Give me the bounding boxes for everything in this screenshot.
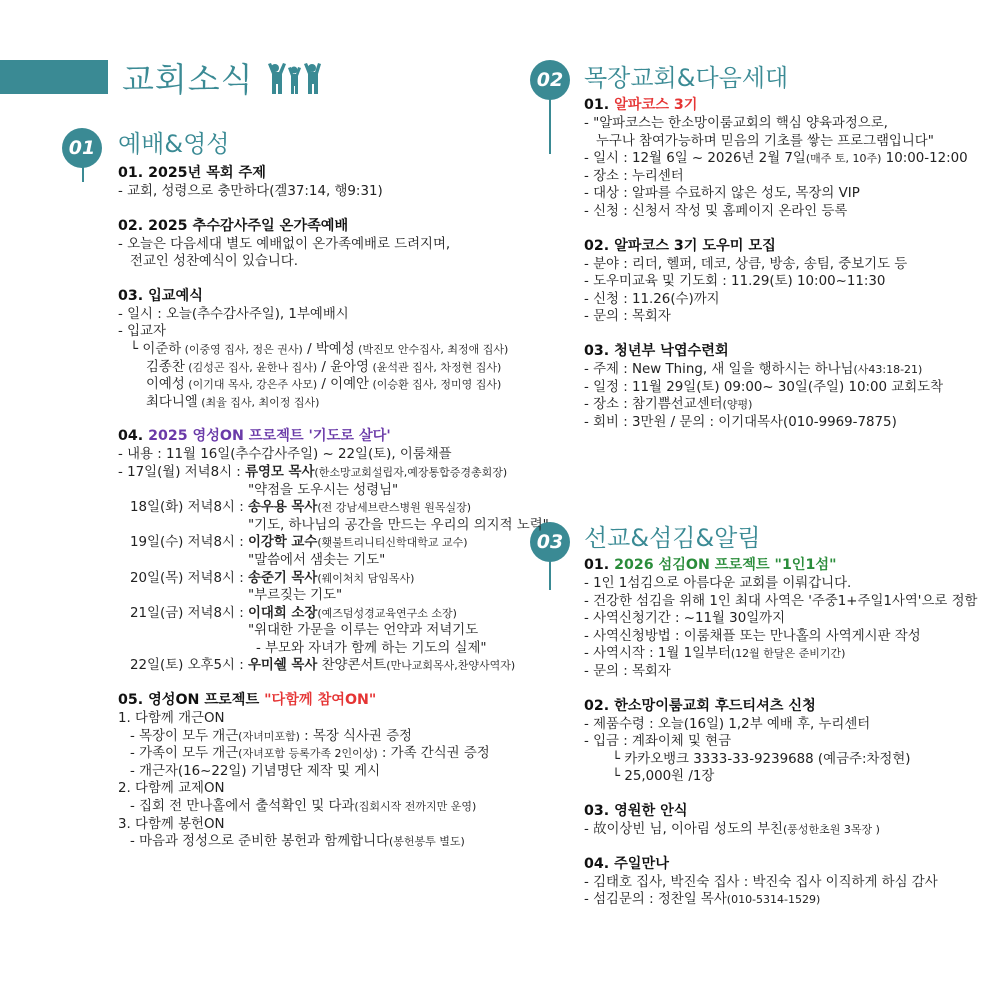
item-title: 03. 청년부 낙엽수련회 — [584, 342, 729, 359]
item-line: - 가족이 모두 개근(자녀포함 등록가족 2인이상) : 가족 간식권 증정 — [130, 746, 490, 762]
right-column-03 — [584, 556, 994, 909]
left-column — [118, 164, 549, 851]
item-line: - 입교자 — [118, 324, 166, 340]
item-line: 전교인 성찬예식이 있습니다. — [130, 254, 298, 270]
item-line: - 집회 전 만나홀에서 출석확인 및 다과(집회시작 전까지만 운영) — [130, 799, 477, 815]
page-title: 교회소식 — [122, 60, 254, 99]
section-title-02: 목장교회&다음세대 — [584, 64, 789, 92]
item-line: - 교회, 성령으로 충만하다(겔37:14, 행9:31) — [118, 184, 383, 199]
item-title: 03. 영원한 안식 — [584, 802, 688, 819]
item-line: - 신청 : 신청서 작성 및 홈페이지 온라인 등록 — [584, 203, 848, 219]
schedule-line: 18일(화) 저녁8시 : 송우용 목사(전 강남세브란스병원 원목실장) — [130, 500, 472, 516]
item-line: - 목장이 모두 개근(자녀미포함) : 목장 식사권 증정 — [130, 728, 412, 744]
section-line-02 — [549, 94, 551, 154]
item-line: - "알파코스는 한소망이룸교회의 핵심 양육과정으로, — [584, 116, 888, 131]
member-line: 김종찬 (김성곤 집사, 윤한나 집사) / 윤아영 (윤석관 집사, 차정현 집사) — [146, 359, 502, 375]
item-line: - 도우미교육 및 기도회 : 11.29(토) 10:00~11:30 — [584, 274, 886, 290]
item-line: └ 25,000원 /1장 — [612, 769, 715, 785]
section-line-03 — [549, 560, 551, 590]
schedule-topic: "약점을 도우시는 성령님" — [248, 482, 399, 498]
item-line: - 사역신청기간 : ~11월 30일까지 — [584, 611, 786, 627]
schedule-topic: "위대한 가문을 이루는 언약과 저녁기도 — [248, 623, 479, 639]
member-line: 이예성 (이기대 목사, 강은주 사모) / 이예안 (이승환 집사, 정미영 집사) — [146, 377, 502, 393]
section-badge-02: 02 — [530, 60, 570, 100]
schedule-topic: "기도, 하나님의 공간을 만드는 우리의 의지적 노력" — [248, 517, 549, 533]
item-line: - 내용 : 11월 16일(추수감사주일) ~ 22일(토), 이룸채플 — [118, 447, 452, 463]
right-column-02 — [584, 96, 994, 431]
item-line: - 故이상빈 님, 이아림 성도의 부친(풍성한초원 3목장 ) — [584, 821, 880, 837]
item-line: - 1인 1섬김으로 아름다운 교회를 이뤄갑니다. — [584, 576, 852, 591]
item-line: - 건강한 섬김을 위해 1인 최대 사역은 '주중1+주일1사역'으로 정함 — [584, 593, 978, 609]
people-icon — [266, 62, 322, 96]
item-title: 01. 알파코스 3기 — [584, 97, 698, 113]
item-title: 01. 2025년 목회 주제 — [118, 165, 266, 181]
schedule-topic: "부르짖는 기도" — [248, 588, 343, 604]
section-title-01: 예배&영성 — [118, 130, 230, 158]
item-line: - 섬김문의 : 정찬일 목사(010-5314-1529) — [584, 892, 821, 908]
item-line: 1. 다함께 개근ON — [118, 711, 225, 727]
item-line: - 신청 : 11.26(수)까지 — [584, 291, 720, 307]
item-line: - 문의 : 목회자 — [584, 663, 671, 679]
section-badge-01: 01 — [62, 128, 102, 168]
schedule-line: 21일(금) 저녁8시 : 이대희 소장(예즈덤성경교육연구소 소장) — [130, 605, 457, 621]
schedule-line: 22일(토) 오후5시 : 우미쉘 목사 찬양콘서트(만나교회목사,찬양사역자) — [130, 658, 516, 674]
item-title: 03. 입교예식 — [118, 287, 203, 304]
item-line: - 회비 : 3만원 / 문의 : 이기대목사(010-9969-7875) — [584, 414, 897, 430]
item-title: 04. 2025 영성ON 프로젝트 '기도로 살다' — [118, 428, 391, 445]
item-line: - 일시 : 12월 6일 ~ 2026년 2월 7일(매주 토, 10주) 10:00-12:00 — [584, 151, 968, 167]
item-line: - 일시 : 오늘(추수감사주일), 1부예배시 — [118, 306, 349, 322]
item-line: - 사역신청방법 : 이룸채플 또는 만나홀의 사역게시판 작성 — [584, 628, 921, 644]
header-accent-bar — [0, 60, 108, 94]
schedule-topic: - 부모와 자녀가 함께 하는 기도의 실제" — [256, 640, 487, 656]
item-title: 02. 2025 추수감사주일 온가족예배 — [118, 217, 349, 234]
item-line: - 오늘은 다음세대 별도 예배없이 온가족예배로 드려지며, — [118, 236, 451, 252]
schedule-topic: "말씀에서 샘솟는 기도" — [248, 552, 386, 568]
item-line: - 입금 : 계좌이체 및 현금 — [584, 734, 732, 750]
item-line: - 마음과 정성으로 준비한 봉헌과 함께합니다(봉헌봉투 별도) — [130, 834, 465, 850]
member-line: 최다니엘 (최율 집사, 최이정 집사) — [146, 394, 320, 410]
item-line: - 대상 : 알파를 수료하지 않은 성도, 목장의 VIP — [584, 186, 860, 202]
item-title: 02. 알파코스 3기 도우미 모집 — [584, 237, 776, 254]
item-line: - 김태호 집사, 박진숙 집사 : 박진숙 집사 이직하게 하심 감사 — [584, 874, 938, 890]
item-line: 2. 다함께 교제ON — [118, 781, 225, 797]
item-line: - 일정 : 11월 29일(토) 09:00~ 30일(주일) 10:00 교회도착 — [584, 379, 944, 395]
schedule-line: 20일(목) 저녁8시 : 송준기 목사(웨이처치 담임목사) — [130, 570, 415, 586]
section-title-03: 선교&섬김&알림 — [584, 524, 761, 552]
item-line: - 개근자(16~22일) 기념명단 제작 및 게시 — [130, 763, 381, 779]
item-title: 01. 2026 섬김ON 프로젝트 "1인1섬" — [584, 557, 837, 573]
item-line: └ 카카오뱅크 3333-33-9239688 (예금주:차정현) — [612, 751, 911, 767]
item-line: - 장소 : 누리센터 — [584, 168, 684, 184]
item-line: - 분야 : 리더, 헬퍼, 데코, 상큼, 방송, 송팀, 중보기도 등 — [584, 256, 908, 272]
item-title: 04. 주일만나 — [584, 855, 669, 872]
item-line: 누구나 참여가능하며 믿음의 기초를 쌓는 프로그램입니다" — [596, 133, 934, 149]
item-title: 02. 한소망이룸교회 후드티셔츠 신청 — [584, 697, 816, 714]
item-line: 3. 다함께 봉헌ON — [118, 816, 225, 832]
schedule-line: 19일(수) 저녁8시 : 이강학 교수(횃불트리니티신학대학교 교수) — [130, 535, 468, 551]
member-line: └ 이준하 (이중영 집사, 정은 권사) / 박예성 (박진모 안수집사, 최정애 집사) — [130, 341, 509, 357]
item-line: - 제품수령 : 오늘(16일) 1,2부 예배 후, 누리센터 — [584, 716, 871, 732]
item-line: - 사역시작 : 1월 1일부터(12월 한달은 준비기간) — [584, 646, 846, 662]
item-line: - 장소 : 참기쁨선교센터(양평) — [584, 397, 753, 413]
item-line: - 문의 : 목회자 — [584, 309, 671, 325]
section-badge-03: 03 — [530, 522, 570, 562]
item-line: - 주제 : New Thing, 새 일을 행하시는 하나님(사43:18-21) — [584, 361, 923, 377]
schedule-line: - 17일(월) 저녁8시 : 류영모 목사(한소망교회설립자,예장통합증경총회장) — [118, 464, 508, 480]
item-title: 05. 영성ON 프로젝트 "다함께 참여ON" — [118, 692, 377, 709]
